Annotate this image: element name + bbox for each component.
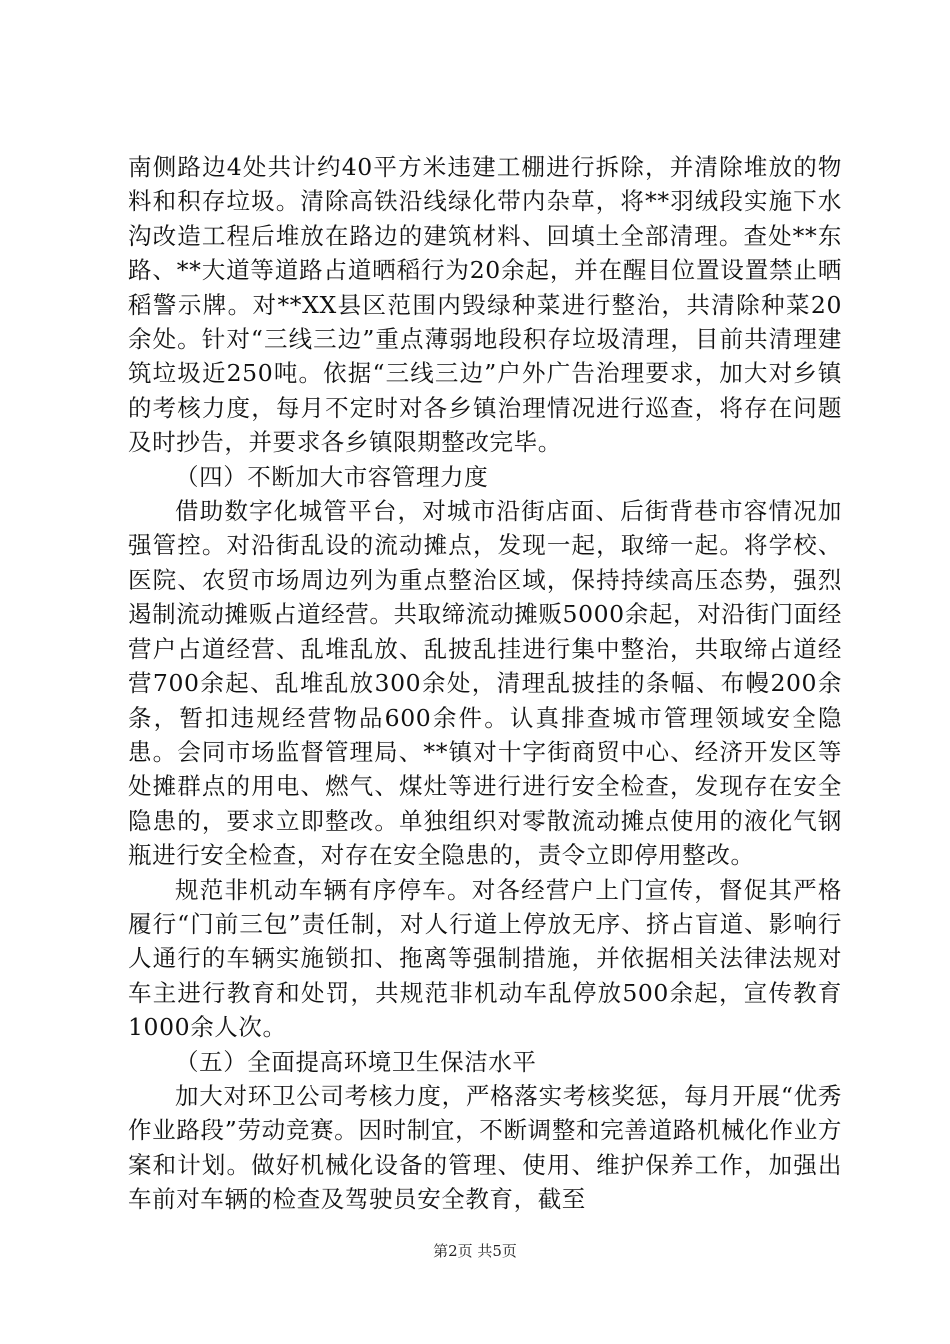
document-body [128,150,842,1217]
section-heading-4: （四）不断加大市容管理力度 [175,462,489,491]
page-footer [0,1240,950,1261]
paragraph-city-appearance: 借助数字化城管平台，对城市沿街店面、后街背巷市容情况加强管控。对沿街乱设的流动摊点，发现一起，取缔一起。将学校、医院、农贸市场周边列为重点整治区域，保持持续高压态势，强烈遏制流动摊贩占道经营。共取缔流动摊贩5000余起，对沿街门面经营户占道经营、乱堆乱放、乱披乱挂进行集中整治，共取缔占道经营700余起、乱堆乱放300余处，清理乱披挂的条幅、布幔200余条，暂扣违规经营物品600余件。认真排查城市管理领域安全隐患。会同市场监督管理局、**镇对十字街商贸中心、经济开发区等处摊群点的用电、燃气、煤灶等进行进行安全检查，发现存在安全隐患的，要求立即整改。单独组织对零散流动摊点使用的液化气钢瓶进行安全检查，对存在安全隐患的，责令立即停用整改。 [128,497,842,870]
paragraph-continuation: 南侧路边4处共计约40平方米违建工棚进行拆除，并清除堆放的物料和积存垃圾。清除高铁沿线绿化带内杂草，将**羽绒段实施下水沟改造工程后堆放在路边的建筑材料、回填土全部清理。查处**东路、**大道等道路占道晒稻行为20余起，并在醒目位置设置禁止晒稻警示牌。对**XX县区范围内毁绿种菜进行整治，共清除种菜20余处。针对“三线三边”重点薄弱地段积存垃圾清理，目前共清理建筑垃圾近250吨。依据“三线三边”户外广告治理要求，加大对乡镇的考核力度，每月不定时对各乡镇治理情况进行巡查，将存在问题及时抄告，并要求各乡镇限期整改完毕。 [128,153,842,457]
paragraph-bike-parking: 规范非机动车辆有序停车。对各经营户上门宣传，督促其严格履行“门前三包”责任制，对人行道上停放无序、挤占盲道、影响行人通行的车辆实施锁扣、拖离等强制措施，并依据相关法律法规对车主进行教育和处罚，共规范非机动车乱停放500余起，宣传教育1000余人次。 [128,875,842,1042]
paragraph-sanitation: 加大对环卫公司考核力度，严格落实考核奖惩，每月开展“优秀作业路段”劳动竞赛。因时制宜，不断调整和完善道路机械化作业方案和计划。做好机械化设备的管理、使用、维护保养工作，加强出车前对车辆的检查及驾驶员安全教育，截至 [128,1081,842,1214]
section-heading-5: （五）全面提高环境卫生保洁水平 [175,1047,537,1076]
page-number: 第2页 共5页 [433,1242,517,1260]
